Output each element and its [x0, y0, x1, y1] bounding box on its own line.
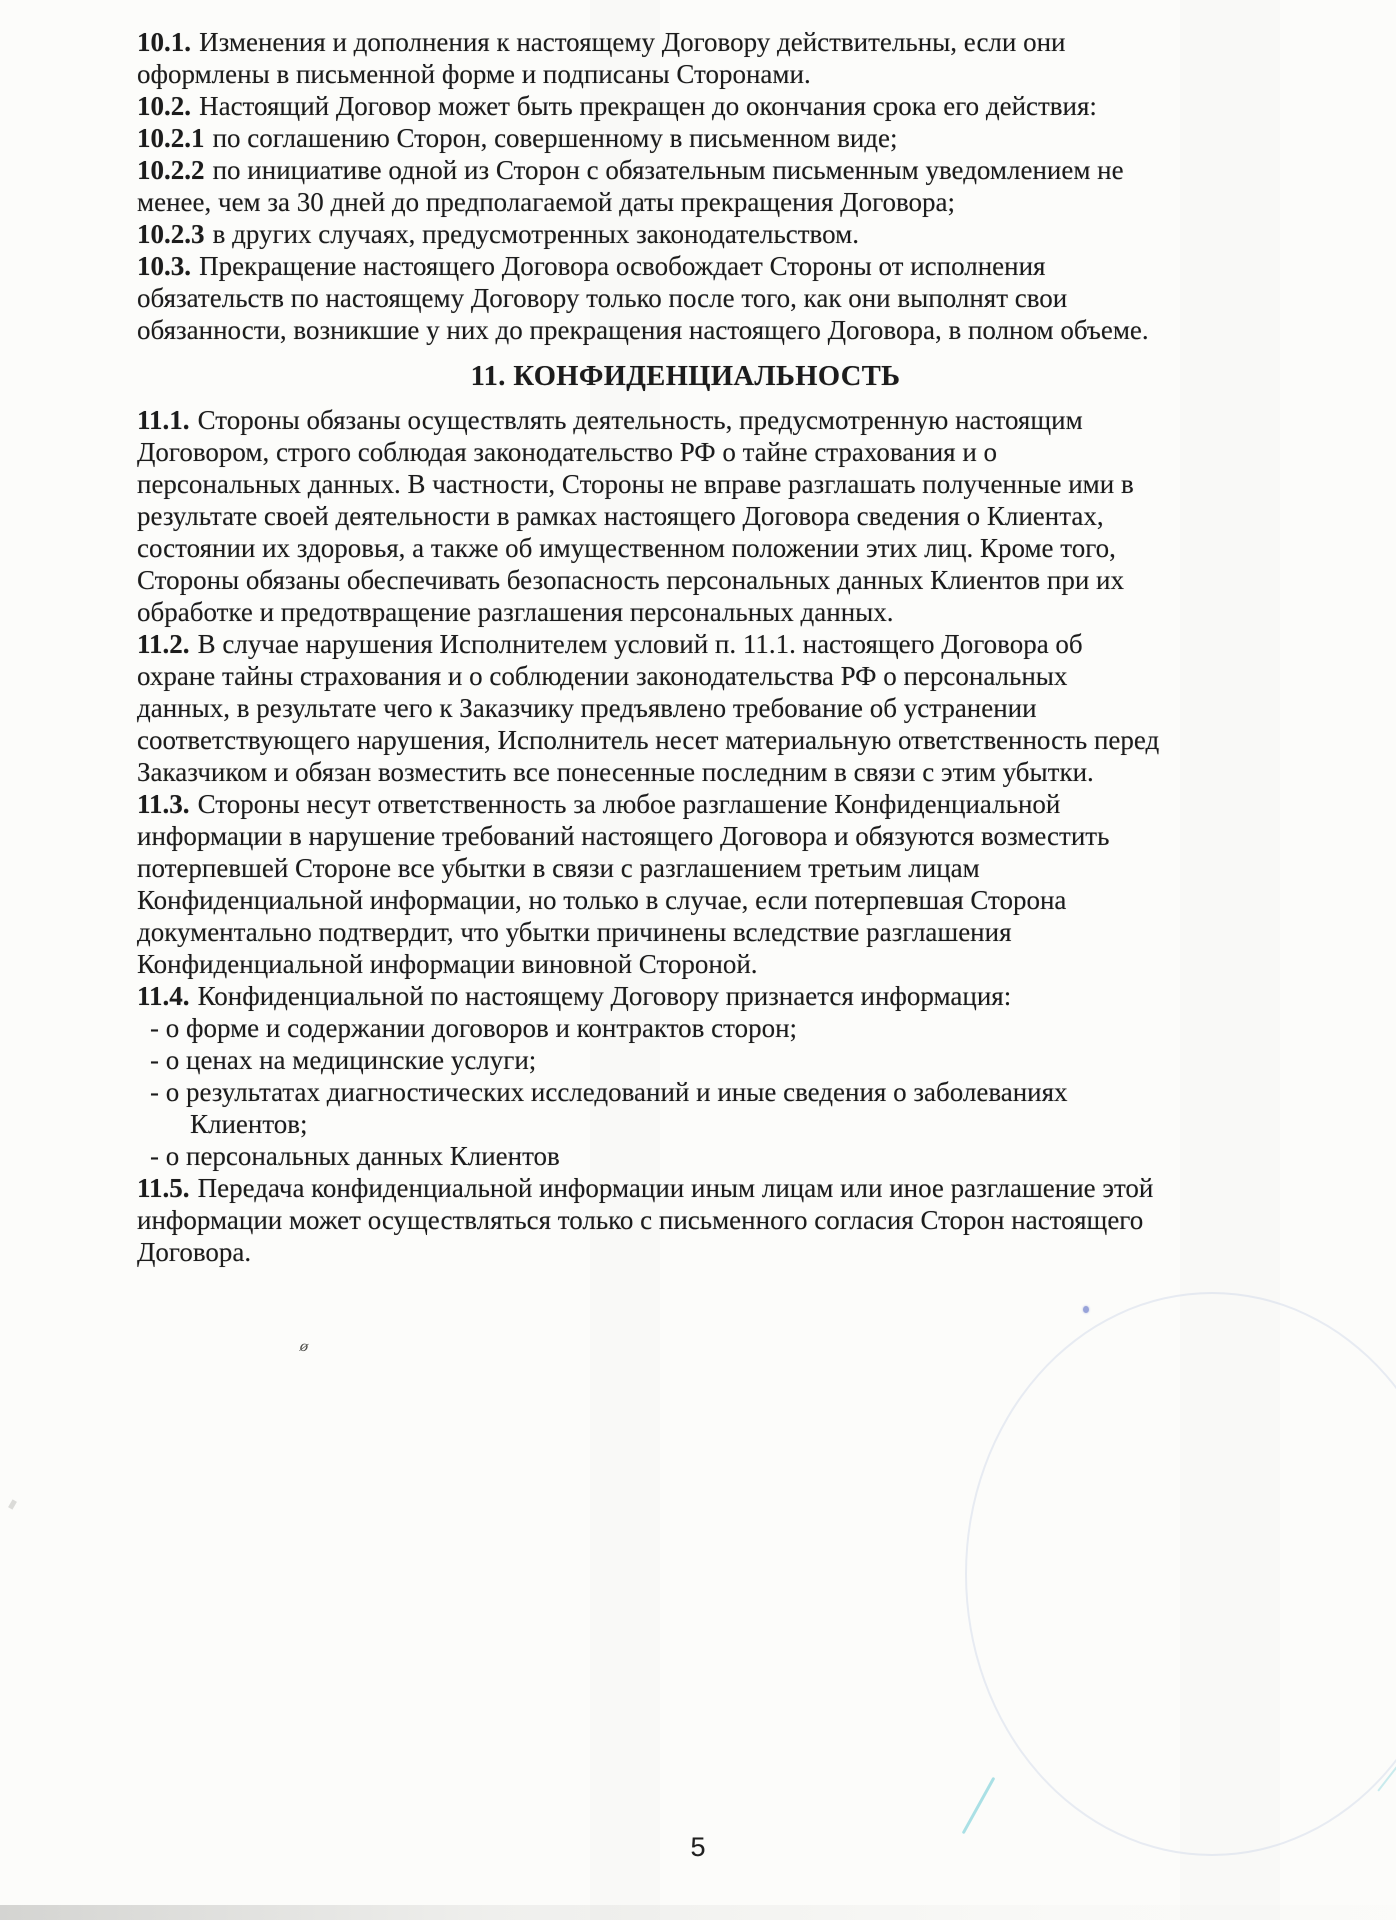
clause-number: 10.2.2 — [137, 155, 205, 185]
clause-text: Изменения и дополнения к настоящему Договору действительны, если они оформлены в письменной форме и подписаны Сторонами. — [137, 27, 1066, 89]
clause-11-4 — [137, 980, 1162, 1012]
clause-11-3 — [137, 788, 1162, 980]
clause-text: по соглашению Сторон, совершенному в письменном виде; — [212, 123, 898, 153]
clause-number: 11.4. — [137, 981, 190, 1011]
list-item: - о форме и содержании договоров и контрактов сторон; — [150, 1013, 798, 1043]
ink-dot — [1083, 1306, 1089, 1313]
clause-number: 11.2. — [137, 629, 190, 659]
clause-number: 10.2.3 — [137, 219, 205, 249]
clause-text: Конфиденциальной по настоящему Договору признается информация: — [197, 981, 1012, 1011]
clause-number: 11.3. — [137, 789, 190, 819]
stamp-ghost-outline — [965, 1292, 1396, 1856]
pen-mark: ø — [298, 1337, 310, 1356]
text-column — [137, 26, 1162, 1268]
scan-streak — [1180, 0, 1280, 1920]
clause-number: 11.5. — [137, 1173, 190, 1203]
clause-text: Стороны обязаны осуществлять деятельность, предусмотренную настоящим Договором, строго соблюдая законодательство РФ о тайне страхования и о персональных данных. В частности, Стороны не вправе разглашать полученные ими в результате своей деятельности в рамках настоящего Договора сведения о Клиентах, состоянии их здоровья, а также об имущественном положении этих лиц. Кроме того, Стороны обязаны обеспечивать безопасность персональных данных Клиентов при их обработке и предотвращение разглашения персональных данных. — [137, 405, 1134, 627]
list-item: - о результатах диагностических исследований и иные сведения о заболеваниях Клиентов; — [150, 1077, 1068, 1139]
page-number: 5 — [690, 1832, 706, 1862]
clause-number: 10.2. — [137, 91, 191, 121]
clause-text: по инициативе одной из Сторон с обязательным письменным уведомлением не менее, чем за 30 дней до предполагаемой даты прекращения Договора; — [137, 155, 1124, 217]
clause-text: Настоящий Договор может быть прекращен до окончания срока его действия: — [199, 91, 1097, 121]
clause-11-2 — [137, 628, 1162, 788]
clause-number: 10.3. — [137, 251, 191, 281]
clause-text: Передача конфиденциальной информации иным лицам или иное разглашение этой информации может осуществляться только с письменного согласия Сторон настоящего Договора. — [137, 1173, 1154, 1267]
clause-number: 11.1. — [137, 405, 190, 435]
clause-10-3 — [137, 250, 1162, 346]
clause-11-1 — [137, 404, 1162, 628]
clause-text: В случае нарушения Исполнителем условий п. 11.1. настоящего Договора об охране тайны страхования и о соблюдении законодательства РФ о персональных данных, в результате чего к Заказчику предъявлено требование об устранении соответствующего нарушения, Исполнитель несет материальную ответственность перед Заказчиком и обязан возместить все понесенные последним в связи с этим убытки. — [137, 629, 1160, 787]
cyan-scratch — [1377, 1756, 1396, 1792]
section-heading: 11. КОНФИДЕНЦИАЛЬНОСТЬ — [470, 361, 901, 392]
list-item: - о ценах на медицинские услуги; — [150, 1045, 537, 1075]
clause-10-2-3 — [137, 218, 1162, 250]
clause-number: 10.1. — [137, 27, 191, 57]
clause-text: в других случаях, предусмотренных законодательством. — [212, 219, 859, 249]
clause-11-5 — [137, 1172, 1162, 1268]
scan-edge-shadow — [0, 1905, 1396, 1920]
clause-10-2 — [137, 90, 1162, 122]
clause-10-2-1 — [137, 122, 1162, 154]
list-item: - о персональных данных Клиентов — [150, 1141, 560, 1171]
clause-text: Стороны несут ответственность за любое разглашение Конфиденциальной информации в нарушение требований настоящего Договора и обязуются возместить потерпевшей Стороне все убытки в связи с разглашением третьим лицам Конфиденциальной информации, но только в случае, если потерпевшая Сторона документально подтвердит, что убытки причинены вследствие разглашения Конфиденциальной информации виновной Стороной. — [137, 789, 1110, 979]
clause-text: Прекращение настоящего Договора освобождает Стороны от исполнения обязательств по настоящему Договору только после того, как они выполнят свои обязанности, возникшие у них до прекращения настоящего Договора, в полном объеме. — [137, 251, 1149, 345]
clause-number: 10.2.1 — [137, 123, 205, 153]
scan-speck — [8, 1499, 17, 1509]
clause-10-2-2 — [137, 154, 1162, 218]
cyan-scratch — [962, 1777, 996, 1834]
clause-10-1 — [137, 26, 1162, 90]
